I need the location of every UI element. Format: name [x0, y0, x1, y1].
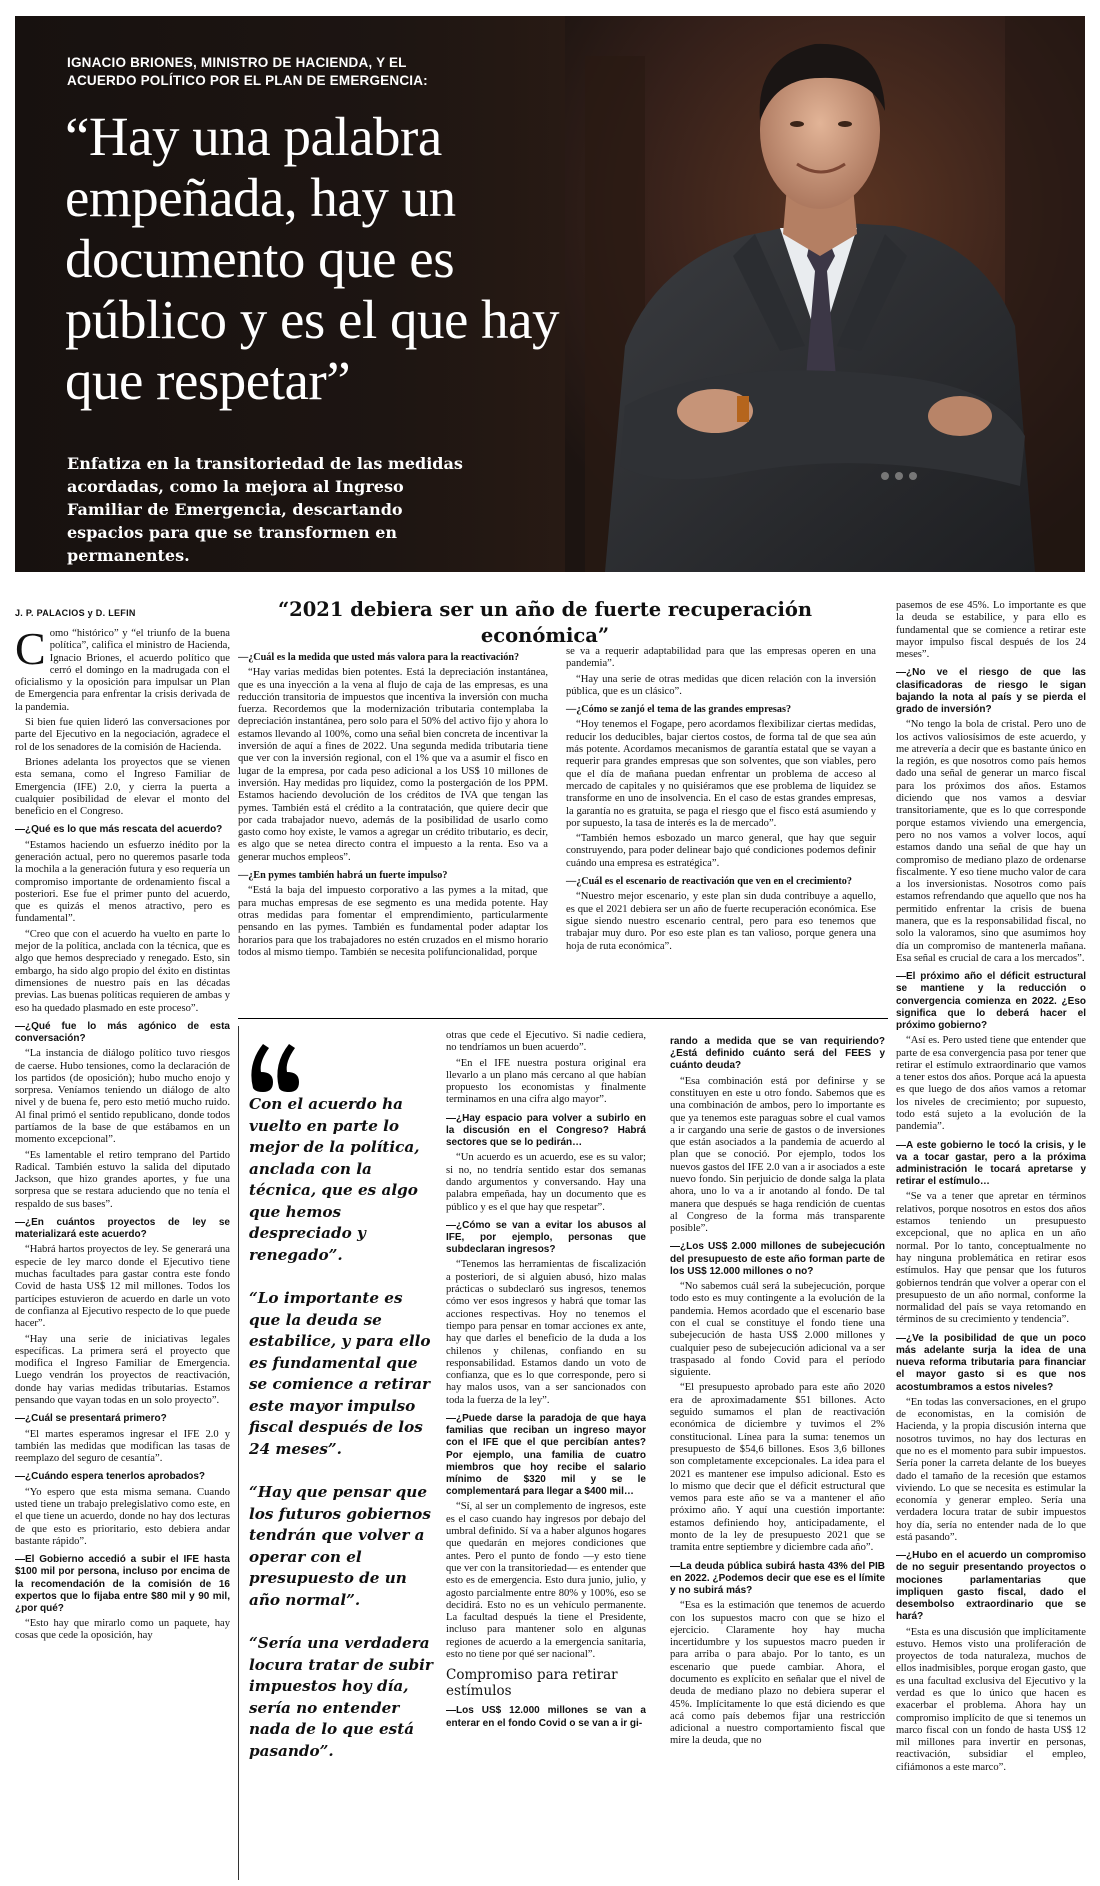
paragraph: “Yo espero que esta misma semana. Cuando usted tiene un trabajo prelegislativo como este, en el que tiene un acuerdo, donde no hay dos lecturas de que esto es prioritario, esto debiera andar bastante rápido”.: [15, 1486, 230, 1547]
column-1-body: [15, 628, 230, 1643]
pull-quote: “Hay que pensar que los futuros gobiernos tendrán que volver a operar con el presupuesto de un año normal”.: [249, 1483, 431, 1609]
paragraph: “Así es. Pero usted tiene que entender que parte de esa convergencia pasa por tener que retirar el estímulo extraordinario que vamos a tener estos dos años. Porque acá la apuesta es que luego de dos años vamos a retomar los niveles de crecimiento; por supuesto, todo está sujeto a la evolución de la pandemia”.: [896, 1035, 1086, 1133]
paragraph: Briones adelanta los proyectos que se vienen esta semana, como el Ingreso Familiar de Emergencia (IFE) 2.0, y cierra la puerta a cualquier posibilidad de elevar el monto del beneficio en el Congreso.: [15, 756, 230, 818]
paragraph: “Es lamentable el retiro temprano del Partido Radical. También estuvo la salida del diputado Jackson, que hizo grandes aportes, y fue una sorpresa que se restara aduciendo que no tenía el respaldo de sus bases”.: [15, 1149, 230, 1210]
paragraph: “Esa es la estimación que tenemos de acuerdo con los supuestos macro con que se hizo el ejercicio. Claramente hoy hay mucha incertidumbre y los supuestos macro pueden ir para arriba o para abajo. Por lo tanto, es un escenario que puede cambiar. Ahora, el documento es explícito en señalar que el nivel de deuda de mediano plazo no debiera superar el 45%. Implícitamente lo que está diciendo es que acá como país debemos fijar una restricción adicional a nuestro comportamiento fiscal que mire la deuda, que no: [670, 1600, 885, 1747]
paragraph: “No tengo la bola de cristal. Pero uno de los activos valiosísimos de este acuerdo, y me atrevería a decir que es bastante único en la región, es que nosotros como país hemos dado una señal de generar un marco fiscal para los próximos dos años. Estamos diciendo que nos vamos a desviar transitoriamente, que es lo que corresponde porque estamos viviendo una emergencia, pero no nos vamos a volver locos, aquí estamos dando una señal de que hay un compromiso de mediano plazo de ordenarse fiscalmente. Y eso tiene mucho valor de cara a los inversionistas. Nosotros como país estamos refrendando que aquello que nos ha permitido enfrentar la crisis de buena manera, que es la responsabilidad fiscal, no solo la valoramos, sino que asumimos hoy día un compromiso de mantenerla mañana. Esa señal es crucial de cara a los mercados”.: [896, 719, 1086, 964]
interview-question: —¿Cómo se van a evitar los abusos al IFE, por ejemplo, personas que subdeclaran ingresos?: [446, 1219, 646, 1256]
column-5: [896, 600, 1086, 1880]
paragraph: “Esto hay que mirarlo como un paquete, hay cosas que cede la oposición, hay: [15, 1618, 230, 1642]
interview-question: —¿Qué es lo que más rescata del acuerdo?: [15, 824, 223, 836]
column-1: [15, 628, 230, 1880]
wide-left-column: [238, 646, 548, 962]
interview-question: —¿Qué fue lo más agónico de esta conversación?: [15, 1020, 230, 1045]
interview-question: —¿Cuál es el escenario de reactivación que ven en el crecimiento?: [566, 876, 852, 888]
interview-question: —¿Los US$ 2.000 millones de subejecución del presupuesto de este año forman parte de los US$ 12.000 millones o no?: [670, 1241, 885, 1277]
paragraph: Si bien fue quien lideró las conversaciones por parte del Ejecutivo en la negociación, agradece el rol de los senadores de la comisión de Hacienda.: [15, 717, 230, 753]
minister-portrait-photo: [565, 16, 1085, 572]
interview-question: —¿Cómo se zanjó el tema de las grandes empresas?: [566, 704, 792, 716]
pull-quote-box: [238, 1026, 439, 1880]
interview-question: —¿Hay espacio para volver a subirlo en la discusión en el Congreso? Habrá sectores que se lo pedirán…: [446, 1112, 646, 1149]
paragraph: “La instancia de diálogo político tuvo riesgos de caerse. Hubo tensiones, como la declaración de los partidos (de oposición); hubo mucho enojo y sorpresa. Veníamos teniendo un diálogo de alto nivel y de buena fe, pero esto metió mucho ruido. Al final primó el sentido republicano, donde todos partíamos de la base de que estábamos en un momento excepcional”.: [15, 1048, 230, 1146]
paragraph: “Esta es una discusión que implícitamente estuvo. Hemos visto una proliferación de proyectos de toda naturaleza, muchos de ellos inadmisibles, porque erogan gasto, que es una facultad exclusiva del Ejecutivo y la verdad es que lo único que hacen es exacerbar el problema. Ahora hay un compromiso implícito de que si tenemos un marco fiscal con un fondo de hasta US$ 12 mil millones para invertir en personas, reactivación, subsidiar el empleo, cifiámonos a este marco”.: [896, 1626, 1086, 1773]
paragraph: “El presupuesto aprobado para este año 2020 era de aproximadamente $51 billones. Acto seguido sumamos el plan de reactivación económica de diciembre y tuvimos el 2% constitucional. Línea para la suma: tenemos un presupuesto de $54,6 billones. Esos 3,6 billones son completamente excepcionales. La idea para el 2021 es mantener ese impulso adicional. Esto es lo mismo que decir que el déficit estructural que vemos para este año se va a mantener el año próximo año. Y aquí una cuestión importante: estamos definiendo hoy, anticipadamente, el monto de la ley de presupuesto 2021 que se tramita entre septiembre y diciembre cada año”.: [670, 1382, 885, 1554]
interview-question: rando a medida que se van requiriendo? ¿Está definido cuánto será del FEES y cuánto deuda?: [670, 1036, 885, 1072]
interview-question: —¿Cuál es la medida que usted más valora para la reactivación?: [238, 652, 520, 663]
interview-question: —¿Hubo en el acuerdo un compromiso de no seguir presentando proyectos o mociones parlamentarias que impliquen gasto fiscal, dado el desembolso extraordinario que se hará?: [896, 1550, 1086, 1623]
paragraph: “Esa combinación está por definirse y se constituyen en este u otro fondo. Sabemos que es una combinación de ambos, pero lo importante es que ya tenemos este paraguas sobre el cual vamos a ir cargando una serie de gastos o de inversiones que están asociados a la pandemia de acuerdo al plan que se conoció. Por ejemplo, todos los nuevos gastos del IFE 2.0 van a ir asociados a este nuevo fondo. Sin perjuicio de donde salga la plata ahora, uno lo va a ir anotando al fondo. De tal manera que después se haga rendición de cuentas al Congreso de la forma más transparente posible”.: [670, 1075, 885, 1235]
drop-cap: C: [15, 628, 46, 674]
paragraph: “Tenemos las herramientas de fiscalización a posteriori, de si alguien abusó, hizo malas prácticas o subdeclaró sus ingresos, tenemos cómo ver esos ingresos y habrá que tomar las acciones respectivas. Hoy no tenemos el tiempo para pensar en tomar acciones ex ante, hay que darles el beneficio de la duda a los chilenos y chilenas, confiando en su responsabilidad. Estamos dando un voto de confianza, que es lo que corresponde, pero si hay malos usos, van a ser sancionados con toda la fuerza de la ley”.: [446, 1259, 646, 1406]
paragraph: “Hay varias medidas bien potentes. Está la depreciación instantánea, que es una inyección a la vena al flujo de caja de las empresas, es una reducción transitoria de impuestos que incentiva la inversión con mucha fuerza. Recordemos que la modernización tributaria contemplaba la depreciación instantánea, pero solo para el 50% del activo fijo y ahora lo estamos llevando al 100%, como una señal bien concreta de incentivar la inversión de aquí a fines de 2022. Una segunda medida tributaria tiene que ver con la inversión regional, con el 1% que va a asumir el fisco en lugar de la empresa, por cada peso adicional a los US$ 10 millones de inversión. Hay medidas pro liquidez, como la postergación de los PPM. Estamos haciendo devolución de los créditos de IVA que tengan las pymes. También está el crédito a la contratación, que quiere decir que por cada trabajador nuevo, además de la posibilidad de usarlo como gasto como hoy existe, le vamos a agregar un crédito tributario, es decir, es algo que se netea directo contra el impuesto a la renta. Eso va a generar muchos empleos”.: [238, 667, 548, 863]
column-3: [446, 1030, 646, 1880]
paragraph: “No sabemos cuál será la subejecución, porque todo esto es muy contingente a la evolución de la pandemia. Hemos acordado que el escenario base con el cual se constituye el fondo tiene una subejecución de hasta US$ 2.000 millones y cualquier peso de subejecución adicional va a ser traspasado al fondo Covid para el período siguiente.: [670, 1281, 885, 1379]
pull-quote-text: [249, 1094, 437, 1784]
wide-text-block: [238, 646, 888, 1016]
interview-question: —El Gobierno accedió a subir el IFE hasta $100 mil por persona, incluso por encima de la recomendación de la comisión de 16 expertos que lo fijaba entre $80 mil y 90 mil, ¿por qué?: [15, 1554, 230, 1614]
paragraph: pasemos de ese 45%. Lo importante es que la deuda se estabilice, y para ello es fundamental que se comience a retirar este mayor impulso fiscal después de los 24 meses”.: [896, 600, 1086, 661]
interview-question: —¿En cuántos proyectos de ley se materializará este acuerdo?: [15, 1217, 230, 1241]
quote-mark-icon: [245, 1030, 305, 1100]
paragraph: “Un acuerdo es un acuerdo, ese es su valor; si no, no tendría sentido estar dos semanas dando argumentos y conversando. Hay una palabra empeñada, hay un documento que es público y es el que hay que respetar”.: [446, 1152, 646, 1213]
article-subheadline: “2021 debiera ser un año de fuerte recuperación económica”: [277, 598, 813, 647]
interview-question: —¿Puede darse la paradoja de que haya familias que reciban un ingreso mayor con el IFE que el que percibían antes? Por ejemplo, una familia de cuatro miembros que hoy recibe el salario mínimo de $320 mil y se le complementará para llegar a $400 mil…: [446, 1413, 646, 1498]
paragraph: “Se va a tener que apretar en términos relativos, porque nosotros en estos dos años estamos teniendo un presupuesto excepcional, que no aplica en un año normal. Por lo tanto, conceptualmente no hay ninguna problemática en retirar esos estímulos. Hay que pensar que los futuros gobiernos tendrán que volver a operar con el presupuesto de un año normal, conforme la normalidad del país se vaya retomando en términos de su crecimiento y tendencia”.: [896, 1191, 1086, 1326]
interview-question: —¿En pymes también habrá un fuerte impulso?: [238, 870, 448, 882]
hero-banner: [15, 16, 1085, 572]
interview-question: —El próximo año el déficit estructural se mantiene y la reducción o convergencia comienza en 2022. ¿Eso significa que lo deberá hacer el próximo gobierno?: [896, 971, 1086, 1032]
pull-quote: Con el acuerdo ha vuelto en parte lo mejor de la política, anclada con la técnica, que es algo que hemos despreciado y renegado”.: [249, 1095, 420, 1264]
wide-right-column: [566, 646, 876, 956]
paragraph: “Hay una serie de iniciativas legales específicas. La primera será el proyecto que modifica el Ingreso Familiar de Emergencia. Luego vendrán los proyectos de reactivación, donde hay varias medidas tributarias. Estamos pensando que vayan todas en un solo proyecto”.: [15, 1333, 230, 1407]
headline: “Hay una palabra empeñada, hay un documento que es público y es el que hay que respetar”: [65, 106, 560, 411]
paragraph: “El martes esperamos ingresar el IFE 2.0 y también las medidas que modifican las tasas de reemplazo del seguro de cesantía”.: [15, 1428, 230, 1465]
paragraph: “Sí, al ser un complemento de ingresos, este es el caso cuando hay ingresos por debajo del umbral definido. Sí va a haber algunos hogares que quedarán en mejores condiciones que antes. Pero el punto de fondo —y esto tiene que ver con la transitoriedad— es entender que esto es de emergencia. Esto dura junio, julio, y agosto parcialmente entre 80% y 100%, eso se decidirá. Esto no es un vehículo permanente. La facultad después la tiene el Presidente, incluso para mantener solo en algunas regiones de acuerdo a la emergencia sanitaria, esto no tiene por qué ser nacional”.: [446, 1501, 646, 1661]
interview-question: —A este gobierno le tocó la crisis, y le va a tocar gastar, pero a la próxima administración le tocará apretarse y retirar el estímulo…: [896, 1139, 1086, 1188]
section-heading: Compromiso para retirar estímulos: [446, 1667, 618, 1700]
paragraph: “Nuestro mejor escenario, y este plan sin duda contribuye a aquello, es que el 2021 debiera ser un año de fuerte recuperación económica. Ese sigue siendo nuestro escenario central, pero para eso tenemos que trabajar muy duro. Por eso este plan es tan valioso, porque genera una hoja de ruta económica”.: [566, 891, 876, 952]
paragraph: omo “histórico” y “el triunfo de la buena política”, califica el ministro de Hacienda, Ignacio Briones, el acuerdo político que cerró el domingo en la madrugada con el oficialismo y la oposición para impulsar un Plan de Emergencia para enfrentar la crisis derivada de la pandemia.: [15, 628, 230, 713]
interview-question: —¿Ve la posibilidad de que un poco más adelante surja la idea de una nueva reforma tributaria para financiar el mayor gasto si es que nos acostumbramos a estos niveles?: [896, 1332, 1086, 1393]
paragraph: “Está la baja del impuesto corporativo a las pymes a la mitad, que para muchas empresas de ese segmento es una medida potente. Hay otras medidas para fomentar el emprendimiento, particularmente pensando en las pymes. También es fundamental poder adaptar los horarios para que los trabajadores no estén cruzados en el mismo horario todos al mismo tiempo. También se necesita polifuncionalidad, porque: [238, 885, 548, 958]
kicker: IGNACIO BRIONES, MINISTRO DE HACIENDA, Y EL ACUERDO POLÍTICO POR EL PLAN DE EMERGENCIA:: [67, 55, 428, 88]
column-4: [670, 1030, 885, 1880]
paragraph: “También hemos esbozado un marco general, que hay que seguir construyendo, para poder delinear bajo qué condiciones podemos definir cuándo una empresa es estratégica”.: [566, 833, 876, 869]
interview-question: —¿Cuál se presentará primero?: [15, 1413, 167, 1425]
paragraph: “En todas las conversaciones, en el grupo de economistas, en la comisión de Hacienda, y la propia discusión interna que nosotros tuvimos, no hay dos lecturas en que no es el momento para subir impuestos. Sería poner la carreta delante de los bueyes dado el tamaño de la recesión que estamos viviendo. Lo que se necesita es estimular la economía y generar empleo. Sería una verdadera locura tratar de subir impuestos hoy día, sería no entender nada de lo que está pasando”.: [896, 1396, 1086, 1543]
paragraph: “Creo que con el acuerdo ha vuelto en parte lo mejor de la política, anclada con la técnica, que es algo que hemos despreciado y renegado. Esto, sin embargo, ha sido algo propio del éxito en distintas dimensiones de nuestro país en las décadas previas. Las buenas políticas requieren de ambas y eso ha quedado plasmado en este proceso”.: [15, 928, 230, 1014]
interview-question: —¿Cuándo espera tenerlos aprobados?: [15, 1471, 206, 1483]
byline: J. P. PALACIOS y D. LEFIN: [15, 608, 136, 618]
interview-question: —Los US$ 12.000 millones se van a enterar en el fondo Covid o se van a ir gi-: [446, 1705, 646, 1729]
paragraph: “Hoy tenemos el Fogape, pero acordamos flexibilizar ciertas medidas, reducir los deducibles, bajar ciertos costos, de forma tal de que sea aún más potente. Acordamos mecanismos de garantía estatal que se vayan a requerir para grandes empresas que son solventes, que son viables, pero que el día de mañana puedan enfrentar un problema de acceso al mercado de capitales y no quisiéramos que ese problema de liquidez se transforme en uno de insolvencia. En el caso de estas grandes empresas, la garantía no es gratuita, se paga el riesgo que el fisco está asumiendo y por supuesto, la tasa de interés es la de mercado”.: [566, 719, 876, 829]
lead-summary: Enfatiza en la transitoriedad de las medidas acordadas, como la mejora al Ingreso Familiar de Emergencia, descartando espacios para que se transformen en permanentes.: [67, 454, 463, 565]
paragraph: “En el IFE nuestra postura original era llevarlo a un plano más cercano al que habían propuesto los economistas y finalmente terminamos en una cifra algo mayor”.: [446, 1057, 646, 1106]
interview-question: —¿No ve el riesgo de que las clasificadoras de riesgo le sigan bajando la nota al país y se pierda el grado de inversión?: [896, 667, 1086, 716]
paragraph: “Estamos haciendo un esfuerzo inédito por la generación actual, pero no queremos pasarle toda la mochila a la generación futura y eso requería un compromiso importante de ordenamiento fiscal a posteriori. Ese fue el primer punto del acuerdo, que es quizás el menos atractivo, pero es fundamental”.: [15, 839, 230, 925]
paragraph: otras que cede el Ejecutivo. Si nadie cediera, no tendríamos un buen acuerdo”.: [446, 1030, 646, 1054]
pull-quote: “Sería una verdadera locura tratar de subir impuestos hoy día, sería no entender nada de lo que está pasando”.: [249, 1634, 433, 1760]
interview-question: —La deuda pública subirá hasta 43% del PIB en 2022. ¿Podemos decir que ese es el límite y no subirá más?: [670, 1560, 885, 1597]
paragraph: “Habrá hartos proyectos de ley. Se generará una especie de ley marco donde el Ejecutivo tiene muchas facultades para gastar contra este fondo Covid de hasta US$ 12 mil millones. Todos los partícipes estuvieron de acuerdo en darle un voto de confianza al Ejecutivo respecto de lo que puede hacer”.: [15, 1244, 230, 1330]
column-divider: [238, 1018, 888, 1019]
pull-quote: “Lo importante es que la deuda se estabilice, y para ello es fundamental que se comience a retirar este mayor impulso fiscal después de los 24 meses”.: [249, 1289, 431, 1458]
paragraph: “Hay una serie de otras medidas que dicen relación con la inversión pública, que es un clásico”.: [566, 673, 876, 697]
paragraph: se va a requerir adaptabilidad para que las empresas operen en una pandemia”.: [566, 646, 876, 670]
